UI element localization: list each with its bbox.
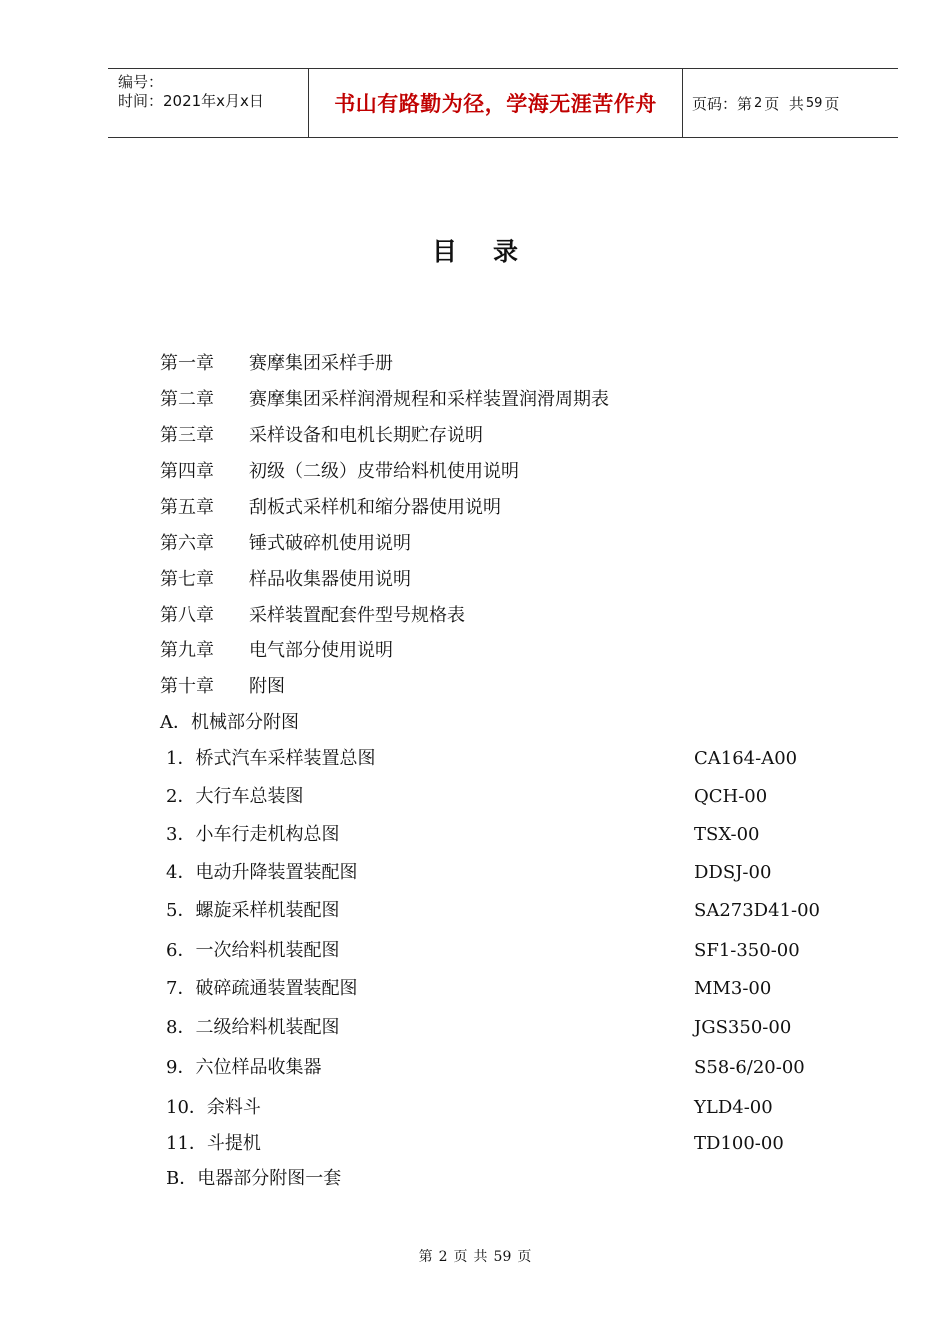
drawing-code: QCH-00	[694, 786, 768, 807]
chapter-title: 锤式破碎机使用说明	[249, 533, 411, 554]
drawing-item: 2．大行车总装图	[166, 786, 304, 807]
drawing-item: 1．桥式汽车采样装置总图	[166, 748, 376, 769]
chapter-title: 附图	[249, 676, 285, 697]
drawing-item: 4．电动升降装置装配图	[166, 862, 358, 883]
chapter-title: 刮板式采样机和缩分器使用说明	[249, 497, 501, 518]
drawing-item: 3．小车行走机构总图	[166, 824, 340, 845]
chapter-number: 第九章	[160, 640, 214, 661]
drawing-code: DDSJ-00	[694, 862, 772, 883]
drawing-code: S58-6/20-00	[694, 1057, 805, 1078]
footer-current: 2	[438, 1249, 448, 1265]
chapter-title: 赛摩集团采样润滑规程和采样装置润滑周期表	[249, 389, 609, 410]
page-mid: 页 共	[764, 94, 804, 113]
page-suffix: 页	[824, 94, 840, 113]
chapter-number: 第六章	[160, 533, 214, 554]
drawing-item: 11．斗提机	[166, 1133, 261, 1154]
chapter-number: 第八章	[160, 605, 214, 626]
number-label: 编号：	[118, 73, 164, 91]
chapter-number: 第七章	[160, 569, 214, 590]
section-a-heading: A．机械部分附图	[160, 712, 299, 733]
title-char-2: 录	[493, 237, 519, 266]
page-title	[0, 232, 950, 268]
chapter-title: 赛摩集团采样手册	[249, 353, 393, 374]
chapter-number: 第二章	[160, 389, 214, 410]
drawing-code: SA273D41-00	[694, 900, 821, 921]
drawing-code: JGS350-00	[694, 1017, 792, 1038]
page-header	[108, 68, 898, 138]
header-info	[108, 69, 308, 137]
drawing-item: 10．余料斗	[166, 1097, 261, 1118]
page-footer	[0, 1246, 950, 1266]
drawing-item: 6．一次给料机装配图	[166, 940, 340, 961]
chapter-number: 第五章	[160, 497, 214, 518]
page-current: 2	[754, 95, 763, 111]
page-prefix: 页码：第	[692, 94, 753, 113]
drawing-item: 7．破碎疏通装置装配图	[166, 978, 358, 999]
chapter-title: 采样装置配套件型号规格表	[249, 605, 465, 626]
title-char-1: 目	[431, 237, 457, 266]
drawing-item: 8．二级给料机装配图	[166, 1017, 340, 1038]
footer-total: 59	[493, 1249, 512, 1265]
drawing-code: TD100-00	[694, 1133, 784, 1154]
footer-prefix: 第	[418, 1249, 433, 1265]
chapter-title: 样品收集器使用说明	[249, 569, 411, 590]
footer-suffix: 页	[517, 1249, 532, 1265]
header-motto: 书山有路勤为径，学海无涯苦作舟	[334, 92, 657, 116]
chapter-title: 初级（二级）皮带给料机使用说明	[249, 461, 519, 482]
header-page-info	[692, 69, 839, 137]
footer-mid2: 共	[473, 1249, 488, 1265]
chapter-title: 电气部分使用说明	[249, 640, 393, 661]
chapter-number: 第一章	[160, 353, 214, 374]
drawing-code: MM3-00	[694, 978, 772, 999]
drawing-item: 9．六位样品收集器	[166, 1057, 322, 1078]
drawing-code: YLD4-00	[694, 1097, 773, 1118]
time-label: 时间：2021年x月x日	[118, 92, 264, 110]
section-b-heading: B．电器部分附图一套	[166, 1168, 342, 1189]
chapter-number: 第十章	[160, 676, 214, 697]
chapter-title: 采样设备和电机长期贮存说明	[249, 425, 483, 446]
drawing-code: SF1-350-00	[694, 940, 800, 961]
chapter-number: 第四章	[160, 461, 214, 482]
page-total: 59	[805, 95, 823, 111]
footer-mid: 页	[453, 1249, 468, 1265]
chapter-number: 第三章	[160, 425, 214, 446]
drawing-code: TSX-00	[694, 824, 760, 845]
drawing-code: CA164-A00	[694, 748, 798, 769]
drawing-item: 5．螺旋采样机装配图	[166, 900, 340, 921]
header-divider	[682, 69, 683, 137]
